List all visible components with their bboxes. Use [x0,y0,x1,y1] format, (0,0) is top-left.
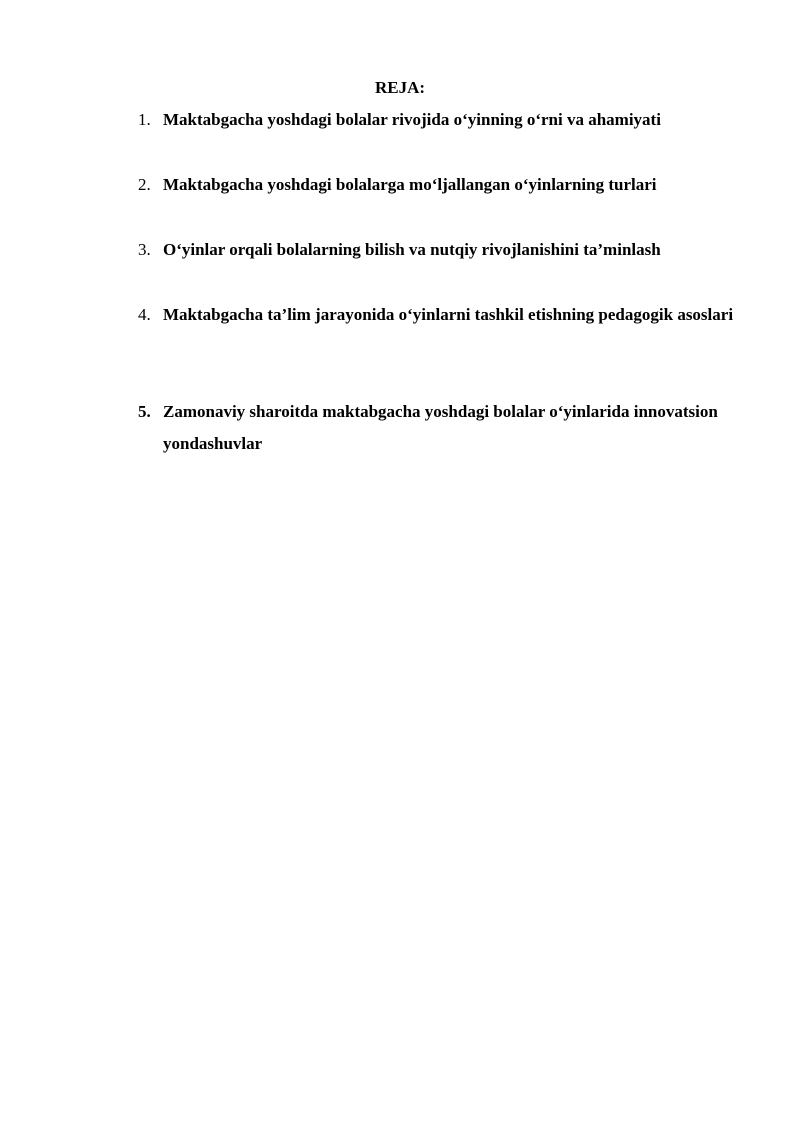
plan-item [138,396,738,460]
item-number: 5. [138,402,151,421]
item-text: Maktabgacha yoshdagi bolalarga mo‘ljallangan o‘yinlarning turlari [163,175,657,194]
item-text: Zamonaviy sharoitda maktabgacha yoshdagi bolalar o‘yinlarida innovatsion yondashuvlar [163,402,718,453]
item-text: Maktabgacha yoshdagi bolalar rivojida o‘yinning o‘rni va ahamiyati [163,110,661,129]
plan-item [138,169,738,201]
item-text: Maktabgacha ta’lim jarayonida o‘yinlarni tashkil etishning pedagogik asoslari [163,305,734,324]
plan-item [138,104,738,136]
item-number: 1. [138,110,151,129]
item-text: O‘yinlar orqali bolalarning bilish va nutqiy rivojlanishini ta’minlash [163,240,661,259]
item-number: 2. [138,175,151,194]
plan-item [138,234,738,266]
item-number: 4. [138,305,151,324]
plan-title: REJA: [374,78,426,97]
item-number: 3. [138,240,151,259]
plan-item [138,299,738,331]
